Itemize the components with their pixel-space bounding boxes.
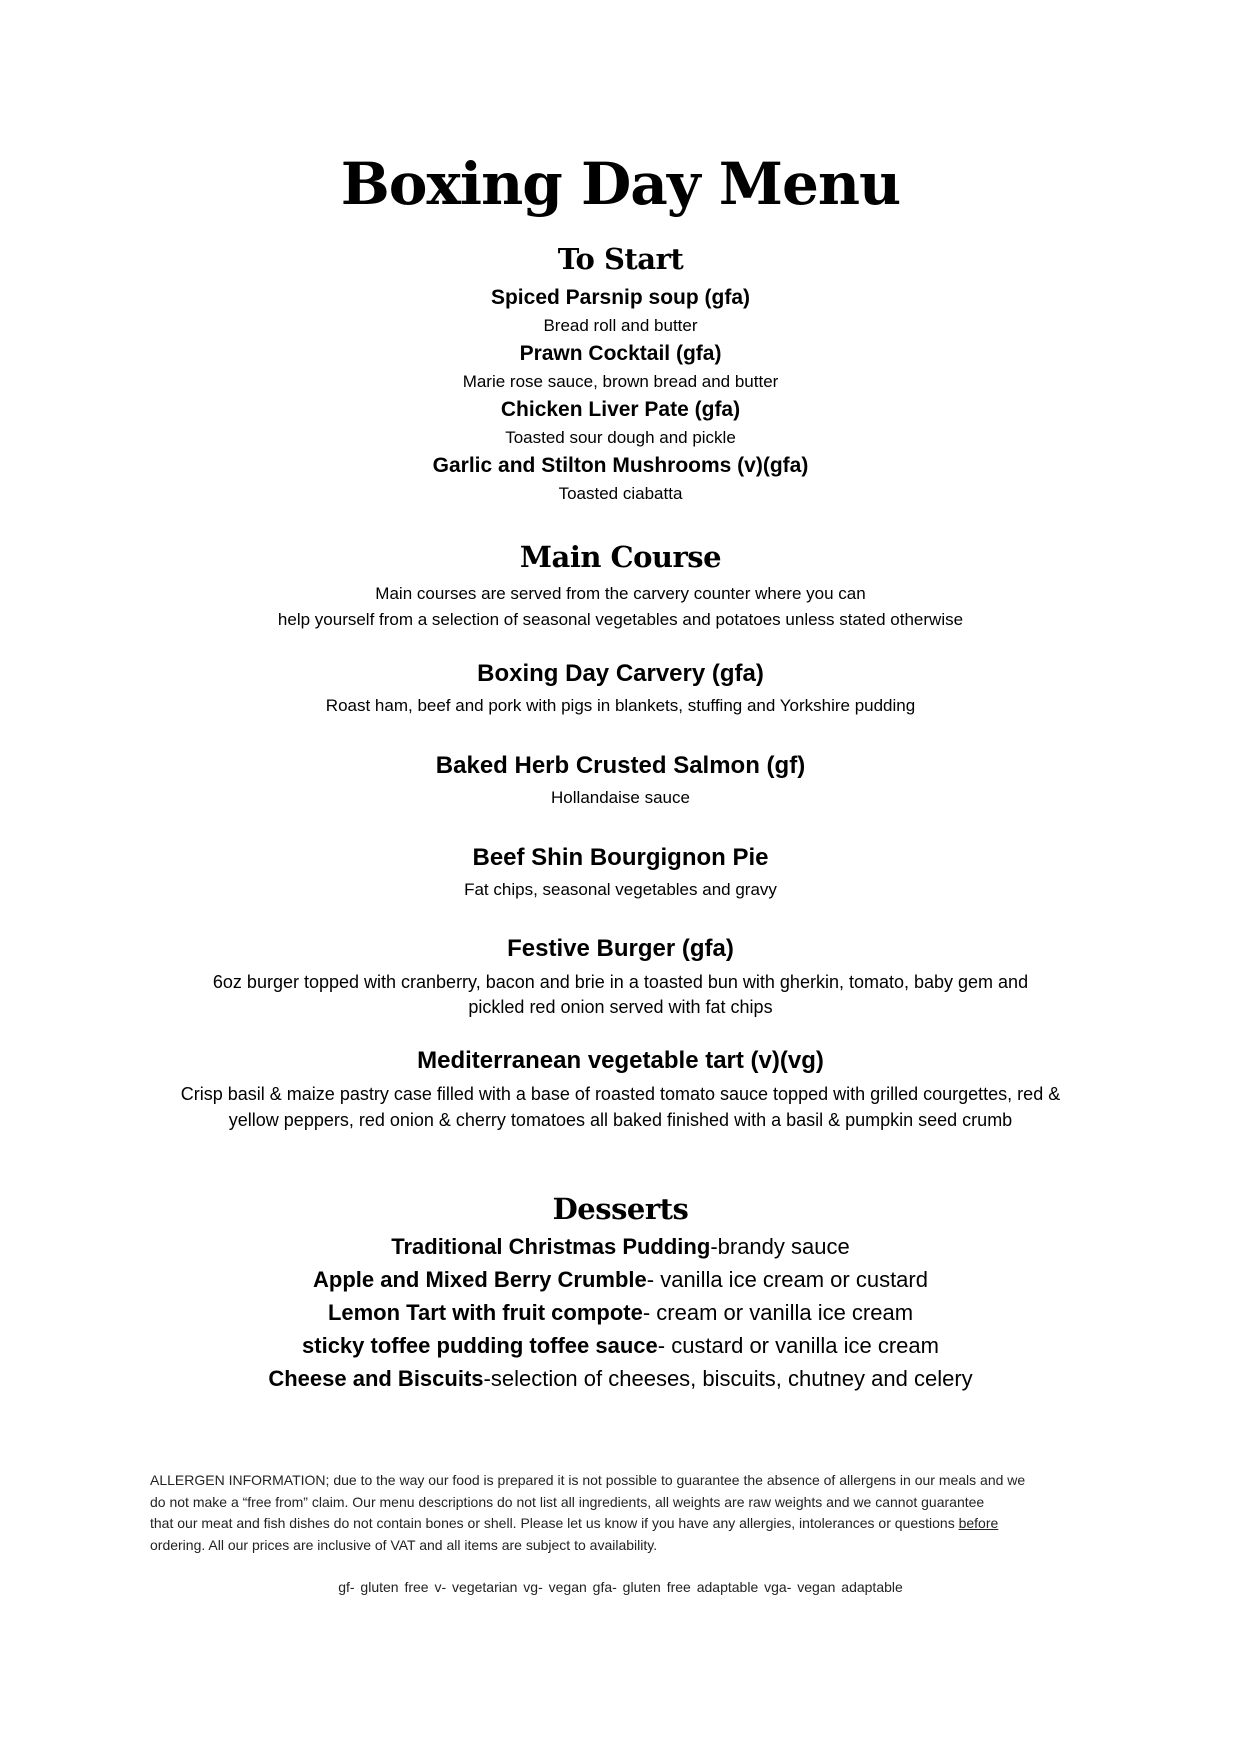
- starter-desc: Toasted sour dough and pickle: [505, 428, 736, 447]
- allergen-line: [150, 1513, 1095, 1535]
- dessert-desc: -brandy sauce: [710, 1234, 850, 1259]
- main-name: Beef Shin Bourgignon Pie: [472, 844, 769, 871]
- dessert-desc: - cream or vanilla ice cream: [642, 1300, 914, 1325]
- allergen-line: ALLERGEN INFORMATION; due to the way our food is prepared it is not possible to guarantee the absence of allergens in our meals and we: [150, 1472, 1026, 1488]
- starter-name: Chicken Liver Pate (gfa): [500, 398, 741, 421]
- mains-intro: Main courses are served from the carvery counter where you can: [375, 584, 866, 603]
- main-desc: Fat chips, seasonal vegetables and gravy: [464, 880, 777, 899]
- main-desc: Crisp basil & maize pastry case filled with a base of roasted tomato sauce topped with grilled courgettes, red &: [180, 1084, 1061, 1104]
- main-name: Mediterranean vegetable tart (v)(vg): [417, 1047, 824, 1074]
- mains-intro: help yourself from a selection of seasonal vegetables and potatoes unless stated otherwise: [277, 610, 964, 629]
- dessert-name: Traditional Christmas Pudding: [391, 1234, 711, 1259]
- section-heading-desserts: Desserts: [552, 1192, 689, 1226]
- starter-desc: Marie rose sauce, brown bread and butter: [462, 372, 779, 391]
- dessert-item: [0, 1333, 1241, 1359]
- dessert-item: [0, 1234, 1241, 1260]
- starter-name: Spiced Parsnip soup (gfa): [490, 286, 751, 309]
- allergen-line: do not make a “free from” claim. Our menu descriptions do not list all ingredients, all weights are raw weights and we cannot guarantee: [150, 1493, 985, 1510]
- starter-desc: Bread roll and butter: [543, 316, 698, 335]
- dessert-name: Lemon Tart with fruit compote: [327, 1300, 643, 1325]
- main-name: Festive Burger (gfa): [507, 935, 734, 962]
- main-name: Boxing Day Carvery (gfa): [477, 660, 764, 687]
- dessert-item: [0, 1366, 1241, 1392]
- starter-name: Prawn Cocktail (gfa): [519, 342, 722, 365]
- dietary-key: gf- gluten free v- vegetarian vg- vegan gfa- gluten free adaptable vga- vegan adaptable: [338, 1579, 903, 1595]
- main-name: Baked Herb Crusted Salmon (gf): [435, 752, 806, 779]
- section-heading-mains: Main Course: [519, 540, 722, 574]
- allergen-line-text: that our meat and fish dishes do not contain bones or shell. Please let us know if you have any allergies, intolerances or questions: [150, 1515, 959, 1531]
- allergen-underlined-word: before: [958, 1515, 999, 1531]
- menu-title: Boxing Day Menu: [340, 150, 901, 218]
- allergen-information: [150, 1470, 1095, 1556]
- allergen-line: ordering. All our prices are inclusive of VAT and all items are subject to availability.: [150, 1536, 658, 1553]
- starter-desc: Toasted ciabatta: [558, 484, 683, 503]
- dessert-desc: - custard or vanilla ice cream: [657, 1333, 939, 1358]
- starter-name: Garlic and Stilton Mushrooms (v)(gfa): [432, 454, 809, 477]
- main-desc: yellow peppers, red onion & cherry tomatoes all baked finished with a basil & pumpkin seed crumb: [228, 1110, 1013, 1130]
- dessert-item: [0, 1267, 1241, 1293]
- dessert-item: [0, 1300, 1241, 1326]
- dessert-desc: - vanilla ice cream or custard: [646, 1267, 928, 1292]
- dessert-name: Apple and Mixed Berry Crumble: [313, 1267, 647, 1292]
- main-desc: pickled red onion served with fat chips: [468, 997, 773, 1017]
- dessert-name: Cheese and Biscuits: [268, 1366, 484, 1391]
- main-desc: Roast ham, beef and pork with pigs in blankets, stuffing and Yorkshire pudding: [325, 696, 916, 715]
- main-desc: 6oz burger topped with cranberry, bacon and brie in a toasted bun with gherkin, tomato, baby gem and: [212, 972, 1029, 992]
- dessert-desc: -selection of cheeses, biscuits, chutney and celery: [483, 1366, 973, 1391]
- main-desc: Hollandaise sauce: [551, 788, 690, 807]
- section-heading-starters: To Start: [557, 242, 684, 276]
- dessert-name: sticky toffee pudding toffee sauce: [302, 1333, 658, 1358]
